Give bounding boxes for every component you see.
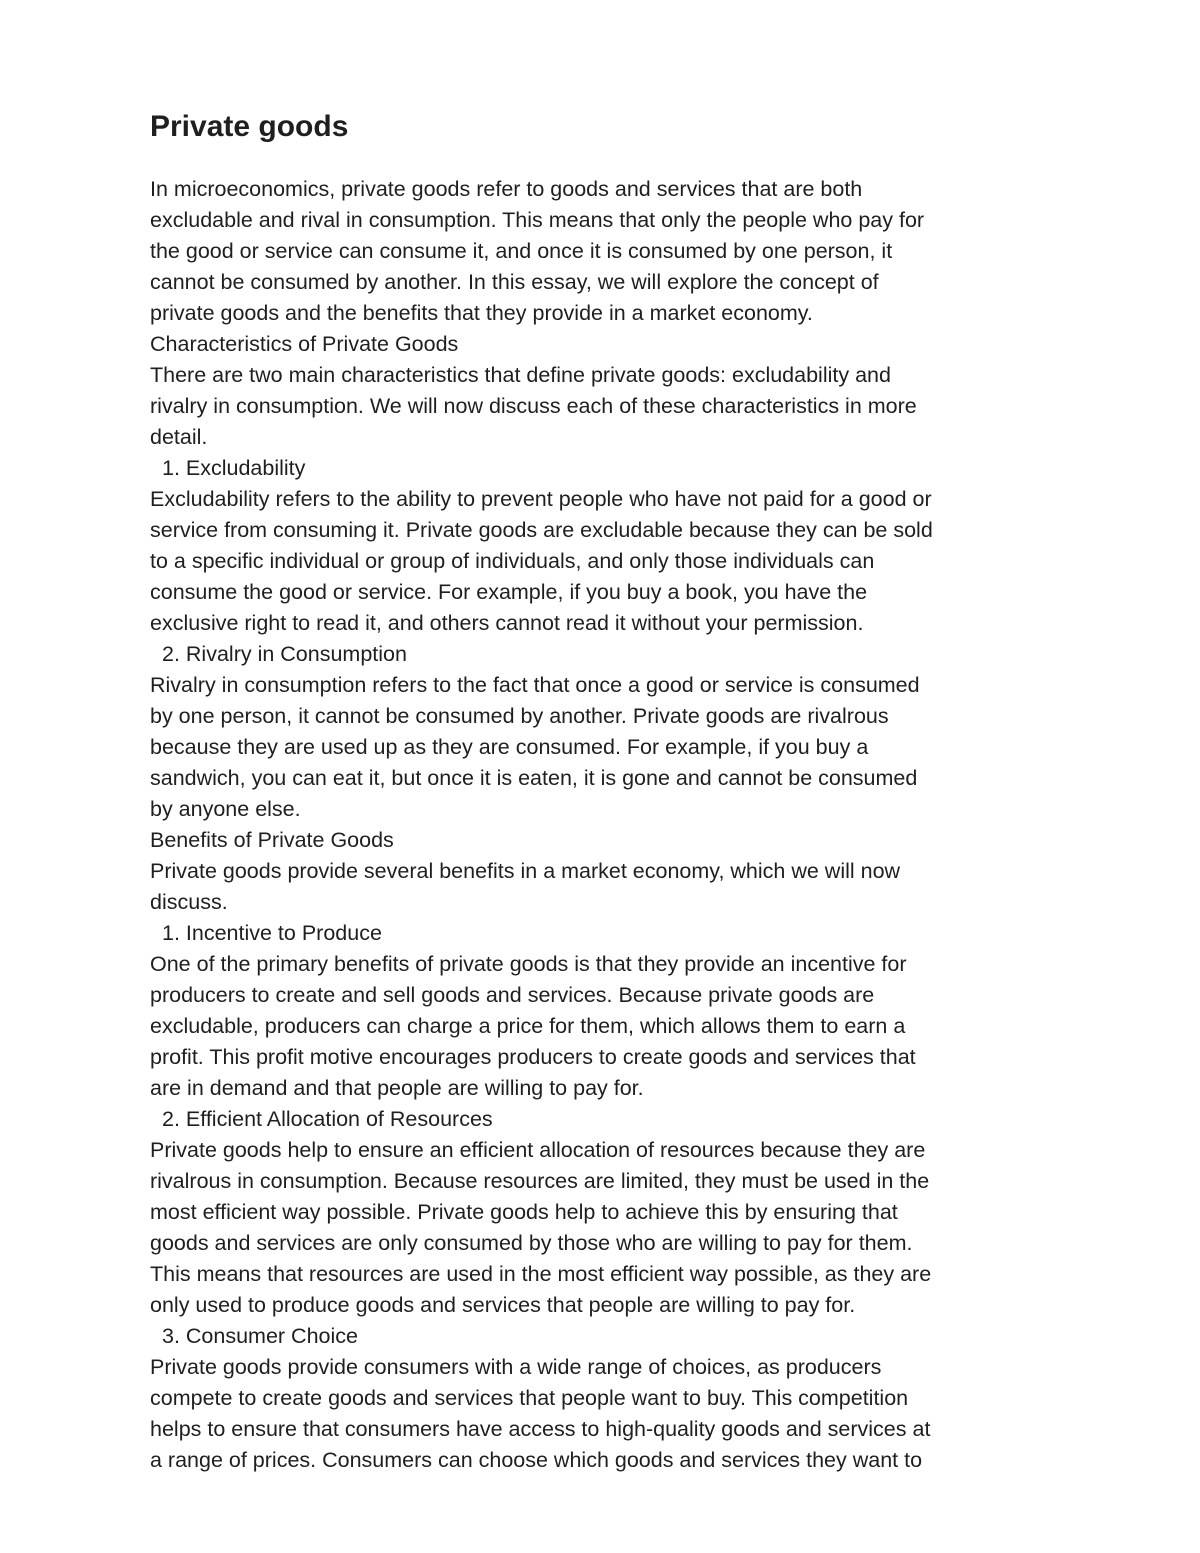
text-line: profit. This profit motive encourages producers to create goods and services that bbox=[150, 1045, 916, 1069]
text-line: Private goods provide several benefits in a market economy, which we will now bbox=[150, 859, 901, 883]
text-line: Private goods help to ensure an efficient allocation of resources because they are bbox=[150, 1138, 926, 1162]
document-title: Private goods bbox=[150, 110, 349, 143]
text-line: by anyone else. bbox=[150, 797, 301, 821]
section-heading: 1. Excludability bbox=[162, 456, 306, 480]
text-line: exclusive right to read it, and others cannot read it without your permission. bbox=[150, 611, 864, 635]
section-heading: 1. Incentive to Produce bbox=[162, 921, 382, 945]
text-line: helps to ensure that consumers have access to high-quality goods and services at bbox=[150, 1417, 931, 1441]
text-line: a range of prices. Consumers can choose which goods and services they want to bbox=[150, 1448, 923, 1472]
text-line: rivalrous in consumption. Because resources are limited, they must be used in the bbox=[150, 1169, 930, 1193]
text-line: by one person, it cannot be consumed by another. Private goods are rivalrous bbox=[150, 704, 889, 728]
section-heading: 2. Efficient Allocation of Resources bbox=[162, 1107, 493, 1131]
text-line: most efficient way possible. Private goods help to achieve this by ensuring that bbox=[150, 1200, 898, 1224]
text-line: cannot be consumed by another. In this essay, we will explore the concept of bbox=[150, 270, 879, 294]
text-line: Rivalry in consumption refers to the fact that once a good or service is consumed bbox=[150, 673, 920, 697]
text-line: In microeconomics, private goods refer to goods and services that are both bbox=[150, 177, 863, 201]
text-line: only used to produce goods and services that people are willing to pay for. bbox=[150, 1293, 856, 1317]
text-line: excludable, producers can charge a price for them, which allows them to earn a bbox=[150, 1014, 906, 1038]
text-line: producers to create and sell goods and services. Because private goods are bbox=[150, 983, 875, 1007]
section-heading: 3. Consumer Choice bbox=[162, 1324, 358, 1348]
text-line: discuss. bbox=[150, 890, 228, 914]
section-heading: 2. Rivalry in Consumption bbox=[162, 642, 407, 666]
text-line: compete to create goods and services that people want to buy. This competition bbox=[150, 1386, 909, 1410]
text-line: are in demand and that people are willing to pay for. bbox=[150, 1076, 644, 1100]
text-line: excludable and rival in consumption. This means that only the people who pay for bbox=[150, 208, 925, 232]
text-line: sandwich, you can eat it, but once it is eaten, it is gone and cannot be consumed bbox=[150, 766, 918, 790]
text-line: This means that resources are used in the most efficient way possible, as they are bbox=[150, 1262, 932, 1286]
text-line: service from consuming it. Private goods are excludable because they can be sold bbox=[150, 518, 933, 542]
text-line: One of the primary benefits of private goods is that they provide an incentive for bbox=[150, 952, 907, 976]
text-line: consume the good or service. For example, if you buy a book, you have the bbox=[150, 580, 868, 604]
text-line: Benefits of Private Goods bbox=[150, 828, 394, 852]
text-line: goods and services are only consumed by those who are willing to pay for them. bbox=[150, 1231, 913, 1255]
text-line: There are two main characteristics that define private goods: excludability and bbox=[150, 363, 891, 387]
text-line: the good or service can consume it, and once it is consumed by one person, it bbox=[150, 239, 893, 263]
text-line: rivalry in consumption. We will now discuss each of these characteristics in more bbox=[150, 394, 917, 418]
text-line: to a specific individual or group of individuals, and only those individuals can bbox=[150, 549, 875, 573]
text-line: Characteristics of Private Goods bbox=[150, 332, 459, 356]
text-line: Private goods provide consumers with a wide range of choices, as producers bbox=[150, 1355, 882, 1379]
document-body bbox=[150, 174, 1060, 1476]
text-line: private goods and the benefits that they provide in a market economy. bbox=[150, 301, 813, 325]
text-line: detail. bbox=[150, 425, 208, 449]
text-line: Excludability refers to the ability to prevent people who have not paid for a good or bbox=[150, 487, 932, 511]
text-line: because they are used up as they are consumed. For example, if you buy a bbox=[150, 735, 869, 759]
